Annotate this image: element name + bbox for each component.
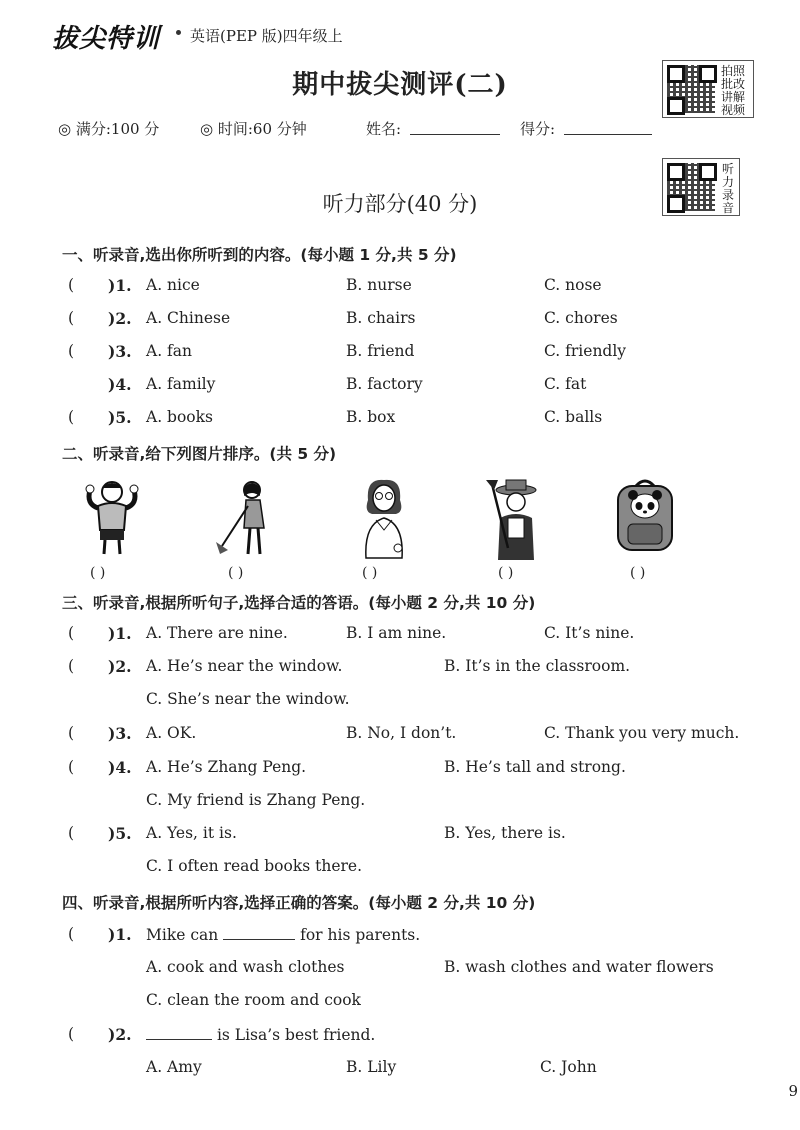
- panda-backpack-picture: [614, 478, 676, 552]
- part1-heading: 一、听录音,选出你所听到的内容。(每小题 1 分,共 5 分): [62, 246, 457, 264]
- farmer-picture: [486, 478, 546, 560]
- option-c: C. chores: [544, 309, 618, 327]
- question-number: )2.: [108, 657, 132, 676]
- option-a: A. Yes, it is.: [146, 824, 237, 842]
- option-a: A. There are nine.: [146, 624, 288, 642]
- answer-paren[interactable]: (: [68, 342, 75, 360]
- answer-paren[interactable]: (: [68, 925, 75, 943]
- option-b: B. I am nine.: [346, 624, 447, 642]
- listening-section-title: 听力部分(40 分): [322, 192, 478, 216]
- question-number: )3.: [108, 724, 132, 743]
- option-a: A. family: [146, 375, 216, 393]
- stem-text: Mike can: [146, 926, 219, 944]
- picture-answer-paren[interactable]: ( ): [90, 565, 106, 581]
- stem-text: for his parents.: [300, 926, 421, 944]
- option-c: C. nose: [544, 276, 602, 294]
- question-number: )5.: [108, 408, 132, 427]
- picture-answer-paren[interactable]: ( ): [630, 565, 646, 581]
- option-b: B. He’s tall and strong.: [444, 758, 626, 776]
- score-label: 得分:: [520, 120, 556, 138]
- qr-label: 拍照批改 讲解视频: [721, 64, 746, 117]
- answer-paren[interactable]: (: [68, 1025, 75, 1043]
- header-dot: [176, 30, 181, 35]
- option-a: A. OK.: [146, 724, 197, 742]
- question-number: )2.: [108, 309, 132, 328]
- name-label: 姓名:: [366, 120, 402, 138]
- option-b: B. Yes, there is.: [444, 824, 566, 842]
- option-b: B. factory: [346, 375, 423, 393]
- question-number: )4.: [108, 375, 132, 394]
- option-b: B. wash clothes and water flowers: [444, 958, 714, 976]
- option-a: A. books: [146, 408, 213, 426]
- name-field[interactable]: [410, 120, 500, 135]
- option-c: C. Thank you very much.: [544, 724, 740, 742]
- time-limit: ◎ 时间:60 分钟: [200, 120, 307, 138]
- option-a: A. He’s Zhang Peng.: [146, 758, 307, 776]
- question-number: )4.: [108, 758, 132, 777]
- picture-answer-paren[interactable]: ( ): [228, 565, 244, 581]
- answer-paren[interactable]: (: [68, 724, 75, 742]
- option-c: C. She’s near the window.: [146, 690, 350, 708]
- question-number: )1.: [108, 624, 132, 643]
- option-c: C. friendly: [544, 342, 627, 360]
- qr-corner: [667, 65, 685, 83]
- part3-heading: 三、听录音,根据所听句子,选择合适的答语。(每小题 2 分,共 10 分): [62, 594, 536, 612]
- question-number: )2.: [108, 1025, 132, 1044]
- question-stem: [146, 925, 420, 944]
- qr-code-grading[interactable]: [662, 60, 754, 118]
- option-c: C. fat: [544, 375, 587, 393]
- qr-corner: [667, 163, 685, 181]
- question-number: )5.: [108, 824, 132, 843]
- answer-paren[interactable]: (: [68, 309, 75, 327]
- option-a: A. Chinese: [146, 309, 231, 327]
- answer-paren[interactable]: (: [68, 758, 75, 776]
- option-b: B. box: [346, 408, 396, 426]
- fill-blank[interactable]: [146, 1025, 212, 1040]
- option-b: B. Lily: [346, 1058, 397, 1076]
- question-number: )1.: [108, 925, 132, 944]
- option-a: A. cook and wash clothes: [146, 958, 345, 976]
- full-score: ◎ 满分:100 分: [58, 120, 160, 138]
- picture-answer-paren[interactable]: ( ): [362, 565, 378, 581]
- question-number: )3.: [108, 342, 132, 361]
- sweeping-girl-picture: [212, 478, 282, 558]
- option-c: C. I often read books there.: [146, 857, 363, 875]
- picture-answer-paren[interactable]: ( ): [498, 565, 514, 581]
- part2-heading: 二、听录音,给下列图片排序。(共 5 分): [62, 445, 337, 463]
- option-c: C. balls: [544, 408, 603, 426]
- qr-corner: [699, 163, 717, 181]
- woman-glasses-picture: [358, 478, 410, 560]
- option-b: B. friend: [346, 342, 415, 360]
- option-a: A. He’s near the window.: [146, 657, 343, 675]
- brand-logo: 拔尖特训: [52, 24, 161, 54]
- answer-paren[interactable]: (: [68, 657, 75, 675]
- page-number: 9: [788, 1082, 798, 1100]
- option-a: A. Amy: [146, 1058, 202, 1076]
- fill-blank[interactable]: [223, 925, 295, 940]
- answer-paren[interactable]: (: [68, 824, 75, 842]
- option-b: B. It’s in the classroom.: [444, 657, 631, 675]
- answer-paren[interactable]: (: [68, 624, 75, 642]
- option-c: C. clean the room and cook: [146, 991, 361, 1009]
- option-b: B. nurse: [346, 276, 412, 294]
- page-title: 期中拔尖测评(二): [292, 70, 508, 100]
- option-b: B. chairs: [346, 309, 416, 327]
- qr-corner: [699, 65, 717, 83]
- answer-paren[interactable]: (: [68, 276, 75, 294]
- book-subtitle: 英语(PEP 版)四年级上: [190, 27, 343, 45]
- part4-heading: 四、听录音,根据所听内容,选择正确的答案。(每小题 2 分,共 10 分): [62, 894, 536, 912]
- option-a: A. fan: [146, 342, 193, 360]
- strong-boy-picture: [82, 478, 142, 558]
- question-stem: [146, 1025, 375, 1044]
- option-c: C. My friend is Zhang Peng.: [146, 791, 366, 809]
- qr-corner: [667, 97, 685, 115]
- option-c: C. It’s nine.: [544, 624, 635, 642]
- option-b: B. No, I don’t.: [346, 724, 457, 742]
- stem-text: is Lisa’s best friend.: [216, 1026, 376, 1044]
- qr-label: 听力录音: [722, 162, 735, 215]
- question-number: )1.: [108, 276, 132, 295]
- answer-paren[interactable]: (: [68, 408, 75, 426]
- option-a: A. nice: [146, 276, 200, 294]
- score-field[interactable]: [564, 120, 652, 135]
- option-c: C. John: [540, 1058, 597, 1076]
